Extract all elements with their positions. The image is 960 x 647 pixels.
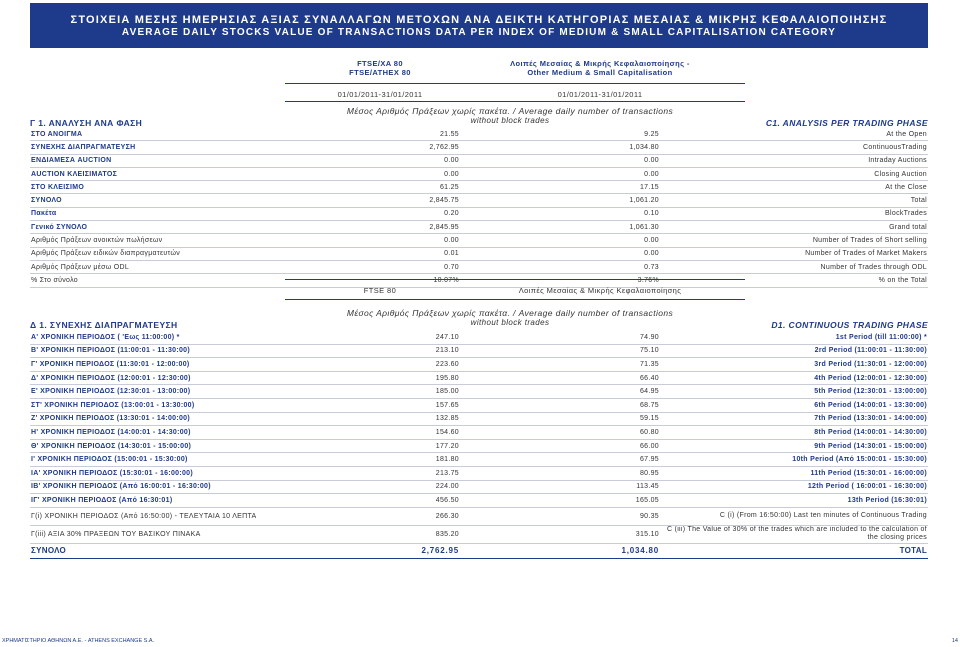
row-label-english: Number of Trades through ODL bbox=[660, 260, 928, 273]
table-row bbox=[30, 439, 928, 453]
table-row bbox=[30, 453, 928, 467]
row-label-english: 11th Period (15:30:01 - 16:00:00) bbox=[660, 466, 928, 480]
table-row bbox=[30, 494, 928, 508]
value-col2: 165.05 bbox=[460, 494, 660, 508]
row-label: Δ' ΧΡΟΝΙΚΗ ΠΕΡΙΟΔΟΣ (12:00:01 - 12:30:00) bbox=[30, 371, 270, 385]
row-label-english: 9th Period (14:30:01 - 15:00:00) bbox=[660, 439, 928, 453]
row-label: ΕΝΔΙΑΜΕΣΑ AUCTION bbox=[30, 154, 270, 167]
value-col2: 66.00 bbox=[460, 439, 660, 453]
value-col2: 64.95 bbox=[460, 385, 660, 399]
value-col1: 181.80 bbox=[270, 453, 460, 467]
row-label-english: 5th Period (12:30:01 - 13:00:00) bbox=[660, 385, 928, 399]
row-label-english: 8th Period (14:00:01 - 14:30:00) bbox=[660, 426, 928, 440]
value-col1: 213.10 bbox=[270, 344, 460, 358]
row-label-english: BlockTrades bbox=[660, 207, 928, 220]
table-row bbox=[30, 466, 928, 480]
row-label: Αριθμός Πράξεων μέσω ODL bbox=[30, 260, 270, 273]
row-label-english: C (iii) The Value of 30% of the trades which are included to the calculation of the closing prices bbox=[660, 525, 928, 543]
row-label: Η' ΧΡΟΝΙΚΗ ΠΕΡΙΟΔΟΣ (14:00:01 - 14:30:00) bbox=[30, 426, 270, 440]
value-col2: 71.35 bbox=[460, 358, 660, 372]
value-col1: 177.20 bbox=[270, 439, 460, 453]
value-col1: 247.10 bbox=[270, 331, 460, 344]
value-col2: 80.95 bbox=[460, 466, 660, 480]
table-row bbox=[30, 221, 928, 234]
value-col1: 0.00 bbox=[270, 167, 460, 180]
table-row bbox=[30, 371, 928, 385]
value-col1: 835.20 bbox=[270, 525, 460, 543]
period-label-2: 01/01/2011-31/01/2011 bbox=[557, 90, 643, 99]
value-col2: 0.00 bbox=[460, 167, 660, 180]
value-col2: 60.80 bbox=[460, 426, 660, 440]
table-row bbox=[30, 412, 928, 426]
row-label: Γενικό ΣΥΝΟΛΟ bbox=[30, 221, 270, 234]
divider bbox=[285, 279, 745, 280]
table-row bbox=[30, 331, 928, 344]
table-row bbox=[30, 167, 928, 180]
value-col1: 456.50 bbox=[270, 494, 460, 508]
row-label: Θ' ΧΡΟΝΙΚΗ ΠΕΡΙΟΔΟΣ (14:30:01 - 15:00:00) bbox=[30, 439, 270, 453]
row-label: ΙΓ' ΧΡΟΝΙΚΗ ΠΕΡΙΟΔΟΣ (Από 16:30:01) bbox=[30, 494, 270, 508]
value-col1: 2,845.75 bbox=[270, 194, 460, 207]
row-label-english: 7th Period (13:30:01 - 14:00:00) bbox=[660, 412, 928, 426]
row-label: Γ(iii) ΑΞΙΑ 30% ΠΡΑΞΕΩΝ ΤΟΥ ΒΑΣΙΚΟΥ ΠΙΝΑΚΑ bbox=[30, 525, 270, 543]
row-label: ΣΤΟ ΑΝΟΙΓΜΑ bbox=[30, 128, 270, 141]
value-col1: 21.55 bbox=[270, 128, 460, 141]
value-col1: 0.20 bbox=[270, 207, 460, 220]
footer-publisher: ΧΡΗΜΑΤΙΣΤΗΡΙΟ ΑΘΗΝΩΝ Α.Ε. - ATHENS EXCHANGE S.A. bbox=[2, 638, 155, 644]
divider bbox=[285, 101, 745, 102]
row-label-english: Number of Trades of Market Makers bbox=[660, 247, 928, 260]
table-row bbox=[30, 398, 928, 412]
value-col2: 68.75 bbox=[460, 398, 660, 412]
section1-subtitle: Μέσος Αριθμός Πράξεων χωρίς πακέτα. / Average daily number of transactions without block trades bbox=[346, 106, 674, 125]
row-label: Β' ΧΡΟΝΙΚΗ ΠΕΡΙΟΔΟΣ (11:00:01 - 11:30:00) bbox=[30, 344, 270, 358]
value-col2: 90.35 bbox=[460, 507, 660, 525]
value-col2: 113.45 bbox=[460, 480, 660, 494]
row-label: Πακέτα bbox=[30, 207, 270, 220]
row-label: Ε' ΧΡΟΝΙΚΗ ΠΕΡΙΟΔΟΣ (12:30:01 - 13:00:00) bbox=[30, 385, 270, 399]
report-title-greek: ΣΤΟΙΧΕΙΑ ΜΕΣΗΣ ΗΜΕΡΗΣΙΑΣ ΑΞΙΑΣ ΣΥΝΑΛΛΑΓΩΝ ΜΕΤΟΧΩΝ ΑΝΑ ΔΕΙΚΤΗ ΚΑΤΗΓΟΡΙΑΣ ΜΕΣΑΙΑΣ & ΜΙΚΡΗΣ ΚΕΦΑΛΑΙΟΠΟΙΗΣΗΣ bbox=[70, 14, 888, 26]
section1-title-greek: Γ 1. ΑΝΑΛΥΣΗ ΑΝΑ ΦΑΣΗ bbox=[30, 118, 143, 128]
row-label-english: Total bbox=[660, 194, 928, 207]
column-header-ftse80-2: FTSE 80 bbox=[363, 286, 397, 295]
value-col2: 1,061.20 bbox=[460, 194, 660, 207]
table-row bbox=[30, 358, 928, 372]
row-label-english: C (i) (From 16:50:00) Last ten minutes of Continuous Trading bbox=[660, 507, 928, 525]
value-col2: 0.00 bbox=[460, 234, 660, 247]
value-col2: 1,034.80 bbox=[460, 543, 660, 558]
value-col1: 266.30 bbox=[270, 507, 460, 525]
table-row bbox=[30, 344, 928, 358]
column-header-other: Λοιπές Μεσαίας & Μικρής Κεφαλαιοποίησης - Other Medium & Small Capitalisation bbox=[510, 59, 690, 77]
value-col1: 132.85 bbox=[270, 412, 460, 426]
row-label: Αριθμός Πράξεων ειδικών διαπραγματευτών bbox=[30, 247, 270, 260]
row-label: ΙΒ' ΧΡΟΝΙΚΗ ΠΕΡΙΟΔΟΣ (Από 16:00:01 - 16:30:00) bbox=[30, 480, 270, 494]
table-row bbox=[30, 480, 928, 494]
report-header bbox=[30, 3, 928, 48]
row-label: Αριθμός Πράξεων ανοικτών πωλήσεων bbox=[30, 234, 270, 247]
value-col2: 0.00 bbox=[460, 247, 660, 260]
row-label-english: 13th Period (16:30:01) bbox=[660, 494, 928, 508]
value-col1: 224.00 bbox=[270, 480, 460, 494]
table-row bbox=[30, 543, 928, 558]
period-label-1: 01/01/2011-31/01/2011 bbox=[337, 90, 423, 99]
row-label-english: 6th Period (14:00:01 - 13:30:00) bbox=[660, 398, 928, 412]
row-label-english: 3rd Period (11:30:01 - 12:00:00) bbox=[660, 358, 928, 372]
report-title-english: AVERAGE DAILY STOCKS VALUE OF TRANSACTIONS DATA PER INDEX OF MEDIUM & SMALL CAPITALISATION CATEGORY bbox=[121, 27, 837, 38]
table-row bbox=[30, 385, 928, 399]
row-label: Γ(i) ΧΡΟΝΙΚΗ ΠΕΡΙΟΔΟΣ (Από 16:50:00) - ΤΕΛΕΥΤΑΙΑ 10 ΛΕΠΤΑ bbox=[30, 507, 270, 525]
page-number: 14 bbox=[951, 638, 958, 644]
row-label-english: 10th Period (Από 15:00:01 - 15:30:00) bbox=[660, 453, 928, 467]
row-label: ΙΑ' ΧΡΟΝΙΚΗ ΠΕΡΙΟΔΟΣ (15:30:01 - 16:00:00) bbox=[30, 466, 270, 480]
section2-subtitle: Μέσος Αριθμός Πράξεων χωρίς πακέτα. / Average daily number of transactions without block trades bbox=[346, 308, 674, 327]
value-col2: 1,061.30 bbox=[460, 221, 660, 234]
row-label: ΣΤΟ ΚΛΕΙΣΙΜΟ bbox=[30, 181, 270, 194]
value-col2: 59.15 bbox=[460, 412, 660, 426]
value-col2: 17.15 bbox=[460, 181, 660, 194]
row-label-english: Grand total bbox=[660, 221, 928, 234]
row-label-english: Number of Trades of Short selling bbox=[660, 234, 928, 247]
section2-title-english: D1. CONTINUOUS TRADING PHASE bbox=[771, 320, 928, 330]
value-col1: 2,762.95 bbox=[270, 543, 460, 558]
row-label-english: 1st Period (till 11:00:00) * bbox=[660, 331, 928, 344]
table-row bbox=[30, 141, 928, 154]
divider bbox=[285, 83, 745, 84]
table-row bbox=[30, 260, 928, 273]
row-label-english: 4th Period (12:00:01 - 12:30:00) bbox=[660, 371, 928, 385]
value-col2: 315.10 bbox=[460, 525, 660, 543]
row-label: Γ' ΧΡΟΝΙΚΗ ΠΕΡΙΟΔΟΣ (11:30:01 - 12:00:00) bbox=[30, 358, 270, 372]
value-col2: 3.76% bbox=[460, 274, 660, 287]
row-label-english: ContinuousTrading bbox=[660, 141, 928, 154]
row-label: ΣΥΝΟΛΟ bbox=[30, 543, 270, 558]
value-col1: 2,845.95 bbox=[270, 221, 460, 234]
value-col2: 0.00 bbox=[460, 154, 660, 167]
row-label: % Στο σύνολο bbox=[30, 274, 270, 287]
value-col2: 67.95 bbox=[460, 453, 660, 467]
row-label-english: Intraday Auctions bbox=[660, 154, 928, 167]
value-col1: 0.01 bbox=[270, 247, 460, 260]
row-label: ΣΥΝΕΧΗΣ ΔΙΑΠΡΑΓΜΑΤΕΥΣΗ bbox=[30, 141, 270, 154]
value-col1: 223.60 bbox=[270, 358, 460, 372]
section1-title-english: C1. ANALYSIS PER TRADING PHASE bbox=[765, 118, 928, 128]
row-label: AUCTION ΚΛΕΙΣΙΜΑΤΟΣ bbox=[30, 167, 270, 180]
divider bbox=[285, 299, 745, 300]
row-label-english: At the Close bbox=[660, 181, 928, 194]
value-col1: 185.00 bbox=[270, 385, 460, 399]
table-row bbox=[30, 154, 928, 167]
value-col2: 1,034.80 bbox=[460, 141, 660, 154]
row-label-english: 2rd Period (11:00:01 - 11:30:00) bbox=[660, 344, 928, 358]
value-col2: 74.90 bbox=[460, 331, 660, 344]
row-label-english: 12th Period ( 16:00:01 - 16:30:00) bbox=[660, 480, 928, 494]
row-label-english: TOTAL bbox=[660, 543, 928, 558]
value-col2: 75.10 bbox=[460, 344, 660, 358]
table-row bbox=[30, 128, 928, 141]
table-row bbox=[30, 181, 928, 194]
table-row bbox=[30, 207, 928, 220]
value-col1: 61.25 bbox=[270, 181, 460, 194]
column-header-ftse80: FTSE/XA 80 FTSE/ATHEX 80 bbox=[349, 59, 411, 77]
table-row bbox=[30, 194, 928, 207]
table-row bbox=[30, 426, 928, 440]
continuous-trading-table bbox=[30, 331, 928, 559]
table-row bbox=[30, 507, 928, 525]
table-row bbox=[30, 234, 928, 247]
row-label: Α' ΧΡΟΝΙΚΗ ΠΕΡΙΟΔΟΣ ( 'Εως 11:00:00) * bbox=[30, 331, 270, 344]
value-col1: 0.70 bbox=[270, 260, 460, 273]
row-label: ΣΥΝΟΛΟ bbox=[30, 194, 270, 207]
value-col1: 195.80 bbox=[270, 371, 460, 385]
column-header-other-2: Λοιπές Μεσαίας & Μικρής Κεφαλαιοποίησης bbox=[518, 286, 682, 295]
row-label-english: At the Open bbox=[660, 128, 928, 141]
value-col2: 66.40 bbox=[460, 371, 660, 385]
row-label: Ι' ΧΡΟΝΙΚΗ ΠΕΡΙΟΔΟΣ (15:00:01 - 15:30:00) bbox=[30, 453, 270, 467]
row-label-english: % on the Total bbox=[660, 274, 928, 287]
value-col1: 154.60 bbox=[270, 426, 460, 440]
value-col2: 0.10 bbox=[460, 207, 660, 220]
section2-title-greek: Δ 1. ΣΥΝΕΧΗΣ ΔΙΑΠΡΑΓΜΑΤΕΥΣΗ bbox=[30, 320, 178, 330]
trading-phase-table bbox=[30, 128, 928, 288]
value-col2: 9.25 bbox=[460, 128, 660, 141]
value-col1: 213.75 bbox=[270, 466, 460, 480]
value-col1: 157.65 bbox=[270, 398, 460, 412]
value-col1: 0.00 bbox=[270, 154, 460, 167]
row-label-english: Closing Auction bbox=[660, 167, 928, 180]
value-col1: 10.07% bbox=[270, 274, 460, 287]
value-col2: 0.73 bbox=[460, 260, 660, 273]
row-label: ΣΤ' ΧΡΟΝΙΚΗ ΠΕΡΙΟΔΟΣ (13:00:01 - 13:30:00) bbox=[30, 398, 270, 412]
table-row bbox=[30, 525, 928, 543]
row-label: Ζ' ΧΡΟΝΙΚΗ ΠΕΡΙΟΔΟΣ (13:30:01 - 14:00:00) bbox=[30, 412, 270, 426]
value-col1: 0.00 bbox=[270, 234, 460, 247]
table-row bbox=[30, 247, 928, 260]
value-col1: 2,762.95 bbox=[270, 141, 460, 154]
